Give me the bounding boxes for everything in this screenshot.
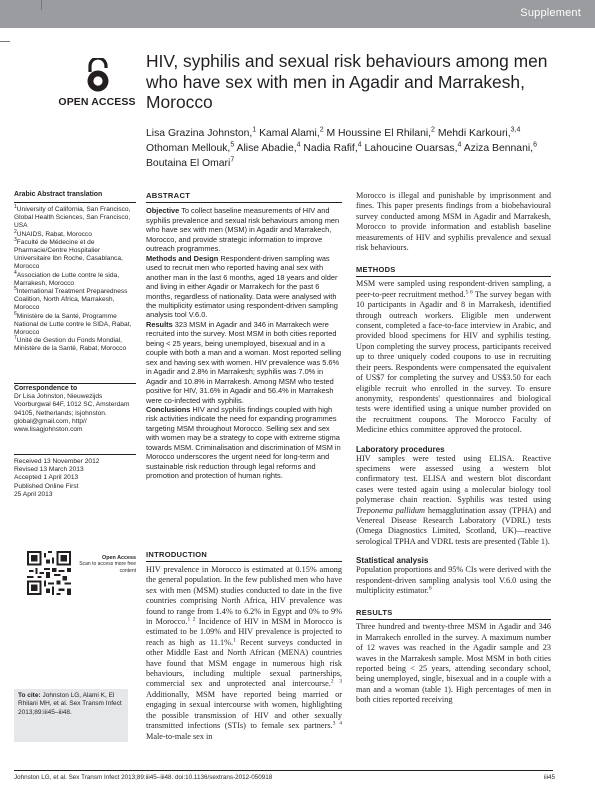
methods-text: Respondent-driven sampling was used to recruit men who reported having anal sex with another man in the last 6 months, aged 18 years and older and living in either Agadir or Marrakech for the past 6 months, regardless of nationality. Data were analysed with the multiplicity estimator using respondent-driven sampling analysis tool V.6.0.: [146, 253, 338, 320]
affiliation-ref: 4: [357, 141, 362, 149]
cite-label: To cite:: [18, 692, 41, 699]
author-line: [146, 141, 576, 156]
correspondence-heading: Correspondence to: [14, 385, 78, 392]
objective-text: To collect baseline measurements of HIV and syphilis prevalence and sexual risk behaviours among men who have sex with men (MSM) in Agadir and Marrakech, Morocco, and provide strategic information to improve outreach programmes.: [146, 206, 340, 254]
divider: [14, 383, 136, 384]
article-date: Published Online First: [14, 482, 79, 490]
divider: [146, 561, 342, 562]
arabic-abstract-link[interactable]: Arabic Abstract translation: [14, 191, 103, 198]
divider: [14, 202, 136, 203]
affiliation-text: Association de Lutte contre le sida, Marrakesh, Morocco: [14, 271, 120, 287]
article-title: HIV, syphilis and sexual risk behaviours among men who have sex with men in Agadir and Marrakesh, Morocco: [146, 51, 548, 112]
lab-procedures-heading: Laboratory procedures: [356, 444, 445, 454]
citation-ref[interactable]: 3 4: [332, 720, 342, 727]
affiliation-text: Unité de Gestion du Fonds Mondial, Ministère de la Santé, Rabat, Morocco: [14, 337, 127, 353]
methods-heading: METHODS: [356, 265, 396, 275]
results-heading: RESULTS: [356, 608, 393, 618]
citation-ref[interactable]: 6: [428, 585, 432, 592]
objective-label: Objective: [146, 206, 180, 216]
supplement-label: Supplement: [520, 7, 581, 19]
methods-text: The survey began with 10 participants in Agadir and 8 in Marrakesh, identified through outreach workers. Eligible men underwent consent, completed a face-to-face interview in Arabic, and provided blood specimens for HIV and syphilis testing. Upon completing the survey process, participants received up to three uniquely coded coupons to use in recruiting their peers. Respondents were compensated the equivalent of US$7 for completing the survey and US$3.50 for each eligible recruit who enrolled in the survey. To ensure anonymity, respondents' questionnaires and biological tests were identified using a unique number provided on the recruitment coupons. The Morocco Faculty of Medicine ethics committee approved the protocol.: [356, 289, 551, 435]
page-number: iii45: [543, 774, 555, 781]
correspondence-block: [14, 385, 136, 434]
results-text: 323 MSM in Agadir and 346 in Marrakech were recruited into the survey. Most MSM in both cities reported being < 25 years, being unemployed, bisexual and in a couple with both a man and a woman. Most reported selling sex and having sex with women. HIV prevalence was 5.6% in Agadir and 2.8% in Marrakesh; syphilis was 7.0% in Agadir and 10.8% in Marrakesh. Among MSM who tested positive for HIV, 31.6% in Agadir and 56.4% in Marrakesh were co-infected with syphilis.: [146, 319, 342, 405]
author-name: M Houssine El Rhilani,: [323, 128, 432, 139]
abstract-conclusions: [146, 405, 342, 481]
conclusions-text: HIV and syphilis findings coupled with high risk activities indicate the need for expanding programmes targeting MSM throughout Morocco. Selling sex and sex with women may be a strategy to cope with extreme stigma towards MSM. Criminalisation and discrimination of MSM in Morocco underscores the urgent need for long-term and sustainable risk reduction through legal reforms and promotion and protection of human rights.: [146, 404, 341, 481]
introduction-paragraph: [146, 565, 342, 742]
affiliation-number: 4: [14, 269, 17, 276]
affiliation-number: 5: [14, 285, 17, 292]
qr-caption-title: Open Access: [102, 555, 136, 561]
stat-text: Population proportions and 95% CIs were derived with the respondent-driven sampling analysis tool V.6.0 using the multiplicity estimator.: [356, 565, 551, 595]
citation-ref[interactable]: 1 2: [187, 616, 196, 623]
right-column: [356, 191, 551, 706]
qr-code-icon[interactable]: [27, 551, 71, 595]
affiliation-ref: 2: [431, 126, 435, 134]
abstract-heading: ABSTRACT: [146, 191, 342, 203]
affiliation-ref: 6: [533, 141, 537, 149]
open-access-label: OPEN ACCESS: [58, 96, 136, 108]
affiliation-item: [14, 236, 136, 272]
abstract: [146, 191, 342, 481]
crop-mark: [41, 0, 42, 10]
cite-text: Johnston LG, Alami K, El Rhilani MH, et al. Sex Transm Infect 2013;89:iii45–iii48.: [18, 692, 122, 716]
intro-text: Incidence of HIV in MSM in Morocco is estimated to be 1.09% and HIV prevalence is projected to reach as high as 11.1%.: [146, 617, 343, 647]
introduction-section: [146, 550, 342, 742]
citation-ref[interactable]: 2 3: [330, 678, 342, 685]
affiliation-number: 6: [14, 310, 17, 317]
abstract-objective: [146, 206, 342, 253]
affiliation-text: International Treatment Preparedness Coalition, North Africa, Marrakesh, Morocco: [14, 288, 128, 312]
intro-text: Recent surveys conducted in other Middle East and North African (MENA) countries have found that MSM engage in numerous high risk behaviours, including multiple sexual partnerships, commercial sex and unprotected anal intercourse.: [146, 637, 342, 689]
divider: [356, 619, 551, 620]
affiliation-item: [14, 203, 136, 231]
author-name: Othoman Mellouk,: [146, 143, 231, 154]
affiliation-ref: 7: [230, 156, 235, 164]
author-name: Lisa Grazina Johnston,: [146, 128, 253, 139]
open-access-lock-icon: [83, 58, 113, 92]
lab-paragraph: [356, 454, 551, 548]
statistical-analysis-heading: Statistical analysis: [356, 556, 429, 566]
conclusions-label: Conclusions: [146, 404, 191, 414]
lab-text: HIV samples were tested using ELISA. Reactive specimens were assessed using a western blot confirmatory test. ELISA and western blot discordant cases were tested again using a molecular biology tool polymerase chain reaction. Syphilis was tested using: [356, 453, 551, 505]
affiliation-item: [14, 269, 136, 288]
stat-paragraph: [356, 565, 551, 596]
abstract-methods: [146, 254, 342, 320]
author-name: Boutaina El Omari: [146, 158, 231, 169]
affiliations-list: [14, 203, 136, 354]
supplement-header-bar: [0, 0, 595, 28]
author-name: Lahoucine Ouarsas,: [361, 143, 458, 154]
author-line: [146, 126, 576, 141]
intro-text: Male-to-male sex in: [146, 731, 213, 741]
affiliation-ref: 4: [296, 141, 301, 149]
article-date: Accepted 1 April 2013: [14, 474, 79, 482]
divider: [356, 276, 551, 277]
lab-italic-text: Treponema pallidum: [356, 505, 426, 515]
results-label: Results: [146, 319, 173, 329]
qr-caption: [76, 555, 136, 574]
author-name: Alise Abadie,: [234, 143, 297, 154]
citation-ref[interactable]: 1: [233, 637, 236, 644]
results-paragraph: Three hundred and twenty-three MSM in Agadir and 346 in Marrakech enrolled in the survey. A maximum number of 12 waves was reached in the Agadir sample and 23 waves in the Marrakesh sample. Most MSM in both cities reported being < 25 years, attending secondary school, being unemployed, single, bisexual and in a couple with a man and a woman (table 1). High percentages of men in both cities reported receiving: [356, 622, 551, 705]
affiliation-text: University of California, San Francisco, Global Health Sciences, San Francisco, USA: [14, 206, 131, 230]
sidebar-arabic-link[interactable]: [14, 191, 136, 199]
introduction-heading: INTRODUCTION: [146, 550, 208, 559]
affiliation-ref: 3,4: [510, 126, 521, 134]
crop-mark: [0, 41, 10, 42]
abstract-results: [146, 320, 342, 405]
affiliation-item: [14, 310, 136, 338]
divider: [14, 454, 136, 455]
author-list: [146, 126, 576, 171]
citation-ref[interactable]: 5 6: [465, 289, 473, 296]
affiliation-ref: 4: [457, 141, 462, 149]
affiliation-item: [14, 337, 136, 353]
affiliation-ref: 2: [319, 126, 324, 134]
author-name: Nadia Rafif,: [300, 143, 358, 154]
methods-label: Methods and Design: [146, 253, 219, 263]
affiliation-ref: 5: [230, 141, 235, 149]
affiliation-ref: 1: [252, 126, 257, 134]
affiliation-text: Faculté de Médecine et de Pharmacie/Centre Hospitalier Universitaire Ibn Roche, Casablanca, Morocco: [14, 238, 123, 271]
author-name: Aziza Bennani,: [461, 143, 534, 154]
methods-paragraph: [356, 279, 551, 435]
affiliation-item: [14, 228, 136, 239]
author-line: [146, 156, 576, 171]
intro-text: Additionally, MSM have reported being married or engaging in sexual intercourse with women, highlighting the possible transmission of HIV and other sexually transmitted infections (STIs) to female sex partners.: [146, 689, 342, 731]
author-name: Kamal Alami,: [256, 128, 320, 139]
affiliation-number: 3: [14, 236, 17, 243]
footer-divider: [14, 770, 553, 771]
author-name: Mehdi Karkouri,: [434, 128, 511, 139]
introduction-continued: Morocco is illegal and punishable by imprisonment and fines. This paper presents findings from a biobehavioural survey conducted among MSM in Agadir and Marrakesh, Morocco to provide information and establish baseline measurements of HIV and syphilis prevalence and sexual risk behaviours.: [356, 191, 551, 253]
affiliation-text: UNAIDS, Rabat, Morocco: [16, 230, 92, 238]
methods-text: MSM were sampled using respondent-driven sampling, a peer-to-peer recruitment method.: [356, 279, 551, 299]
qr-caption-text: Scan to access more free content: [79, 561, 136, 574]
cite-box: [14, 689, 128, 742]
intro-text: HIV prevalence in Morocco is estimated at 0.15% among the general population. In the few published men who have sex with men (MSM) studies conducted to date in the five countries comprising North Africa, HIV prevalence was found to range from 1.4% to 6.2% in Egypt and 0% to 9% in Morocco.: [146, 565, 342, 627]
affiliation-number: 2: [14, 228, 17, 235]
affiliation-number: 1: [14, 203, 17, 210]
affiliation-text: Ministère de la Santé, Programme National de Lutte contre le SIDA, Rabat, Morocco: [14, 312, 132, 337]
correspondence-text: Dr Lisa Johnston, Nieuwezijds Voorburgwal 64F, 1012 SC, Amsterdam 94105, Netherlands; lsjohnston. global@gmail.com, http// www.lisagjohnston.com: [14, 393, 130, 434]
article-date: Revised 13 March 2013: [14, 466, 84, 474]
lab-text: hemagglutination assay (TPHA) and Venereal Disease Research Laboratory (VDRL) tests (Omega Diagnostics Limited, Scotland, UK)—reactive serological TPHA and VDRL tests are presented (Table 1).: [356, 505, 551, 546]
affiliation-number: 7: [14, 335, 17, 342]
article-dates: [14, 458, 136, 499]
affiliation-item: [14, 285, 136, 313]
article-date: Received 13 November 2012: [14, 458, 100, 465]
article-date: 25 April 2013: [14, 490, 53, 498]
footer-citation: Johnston LG, et al. Sex Transm Infect 2013;89:iii45–iii48. doi:10.1136/sextrans-2012-050918: [14, 774, 273, 781]
